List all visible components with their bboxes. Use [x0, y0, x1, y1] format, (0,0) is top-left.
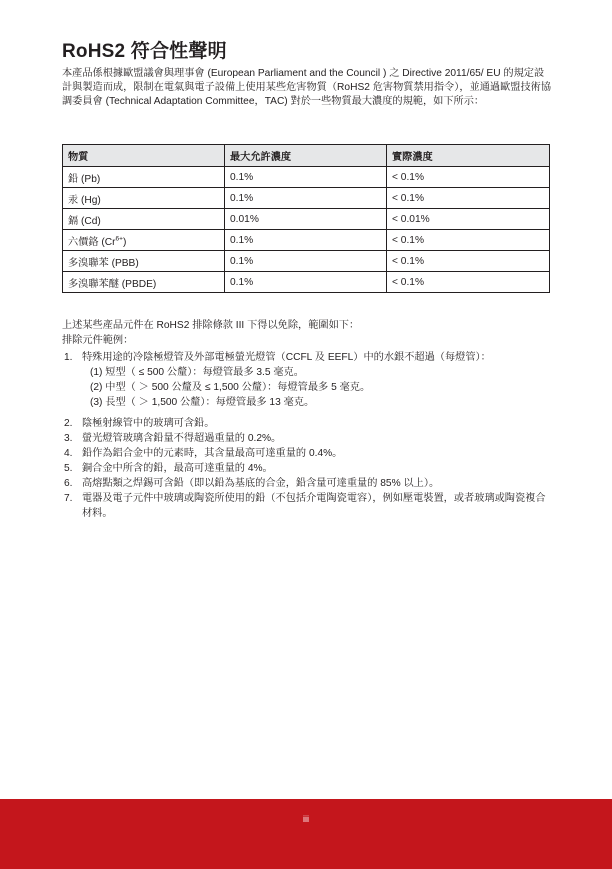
list-item	[62, 431, 552, 446]
table-row	[63, 167, 550, 188]
table-row	[63, 188, 550, 209]
exemption-examples-label: 排除元件範例：	[62, 335, 134, 346]
list-item	[62, 350, 552, 410]
list-item	[62, 491, 552, 521]
header-max-concentration: 最大允許濃度	[225, 145, 387, 167]
table-row	[63, 251, 550, 272]
item-text: 銅合金中所含的鉛，最高可達重量的 4%。	[82, 463, 273, 474]
closing-paren: )	[122, 236, 127, 248]
list-item	[62, 416, 552, 431]
substance-cell: 多溴聯苯醚 (PBDE)	[63, 272, 225, 293]
header-substance: 物質	[63, 145, 225, 167]
item-number: 7.	[64, 493, 73, 504]
sub-item: (3) 長型（ ＞ 1,500 公釐）：每燈管最多 13 毫克。	[90, 397, 315, 408]
actual-cell: < 0.1%	[387, 272, 550, 293]
exemption-line: 上述某些產品元件在 RoHS2 排除條款 III 下得以免除，範圍如下：	[62, 320, 360, 331]
table-row	[63, 272, 550, 293]
exemption-intro	[62, 318, 552, 348]
page-title: RoHS2 符合性聲明	[62, 41, 227, 62]
substance-cell: 多溴聯苯 (PBB)	[63, 251, 225, 272]
max-cell: 0.1%	[225, 188, 387, 209]
table-row	[63, 209, 550, 230]
actual-cell: < 0.1%	[387, 188, 550, 209]
header-actual-concentration: 實際濃度	[387, 145, 550, 167]
item-number: 4.	[64, 448, 73, 459]
item-text: 鉛作為鋁合金中的元素時，其含量最高可達重量的 0.4%。	[82, 448, 343, 459]
item-number: 3.	[64, 433, 73, 444]
sub-item: (2) 中型（ ＞ 500 公釐及 ≤ 1,500 公釐）：每燈管最多 5 毫克。	[90, 382, 371, 393]
list-item	[62, 446, 552, 461]
item-number: 5.	[64, 463, 73, 474]
item-text: 特殊用途的冷陰極燈管及外部電極螢光燈管（CCFL 及 EEFL）中的水銀不超過（每燈管）：	[82, 352, 491, 363]
item-text: 高熔點類之焊錫可含鉛（即以鉛為基底的合金，鉛含量可達重量的 85% 以上）。	[82, 478, 440, 489]
rohs-substance-table	[62, 144, 550, 293]
substance-cell	[63, 230, 225, 251]
exemption-list	[62, 350, 552, 521]
superscript: 6+	[115, 235, 123, 243]
item-number: 6.	[64, 478, 73, 489]
actual-cell: < 0.1%	[387, 251, 550, 272]
item-number: 2.	[64, 418, 73, 429]
list-item	[62, 476, 552, 491]
substance-cell: 鎘 (Cd)	[63, 209, 225, 230]
intro-paragraph: 本產品係根據歐盟議會與理事會 (European Parliament and the Council ) 之 Directive 2011/65/ EU 的規定設計與製造而成，限制在電氣與電子設備上使用某些危害物質（RoHS2 危害物質禁用指令），並通過歐盟技術協調委員會 (Technical Adaptation Committee，TAC) 對於一些物質最大濃度的規範，如下所示：	[62, 68, 552, 108]
table-row	[63, 230, 550, 251]
item-number: 1.	[64, 352, 73, 363]
actual-cell: < 0.1%	[387, 230, 550, 251]
max-cell: 0.1%	[225, 251, 387, 272]
item-text: 陰極射線管中的玻璃可含鉛。	[82, 418, 215, 429]
max-cell: 0.1%	[225, 167, 387, 188]
page-number: iii	[303, 814, 309, 824]
sub-item: (1) 短型（ ≤ 500 公釐）：每燈管最多 3.5 毫克。	[90, 367, 304, 378]
table-header-row	[63, 145, 550, 167]
item-text: 螢光燈管玻璃含鉛量不得超過重量的 0.2%。	[82, 433, 282, 444]
actual-cell: < 0.01%	[387, 209, 550, 230]
substance-cell: 鉛 (Pb)	[63, 167, 225, 188]
max-cell: 0.1%	[225, 272, 387, 293]
item-text: 電器及電子元件中玻璃或陶瓷所使用的鉛（不包括介電陶瓷電容），例如壓電裝置，或者玻璃或陶瓷複合材料。	[82, 493, 546, 519]
actual-cell: < 0.1%	[387, 167, 550, 188]
substance-name: 六價鉻 (Cr	[68, 236, 116, 248]
max-cell: 0.01%	[225, 209, 387, 230]
substance-cell: 汞 (Hg)	[63, 188, 225, 209]
list-item	[62, 461, 552, 476]
max-cell: 0.1%	[225, 230, 387, 251]
footer-band	[0, 799, 612, 869]
